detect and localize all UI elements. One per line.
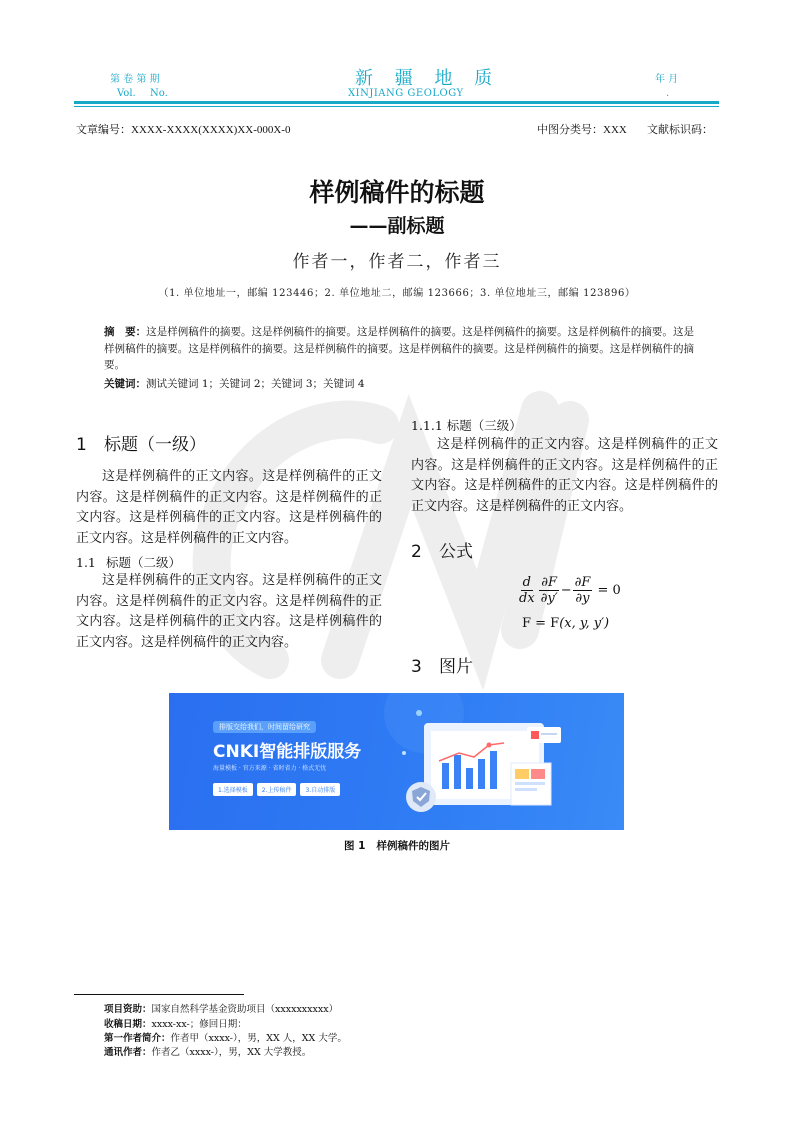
section-1-1-1-heading [411, 416, 522, 434]
section-1-1-1-title: 标题（三级） [446, 418, 522, 433]
frac-dF-dy: $\frac{\partial F}{\partial y}$ [574, 575, 591, 606]
abstract-text: 这是样例稿件的摘要。这是样例稿件的摘要。这是样例稿件的摘要。这是样例稿件的摘要。这是样例稿件的摘要。这是样例稿件的摘要。这是样例稿件的摘要。这是样例稿件的摘要。这是样例稿件的摘要。这是样例稿件的摘要。这是样例稿件的摘要。 [104, 326, 695, 371]
issue-en-no: No. [150, 88, 168, 99]
abstract-label: 摘 要： [104, 326, 147, 338]
issue-cn: 第 卷 第 期 [110, 74, 160, 85]
equation-1-rhs: = 0 [597, 583, 621, 598]
footnote-received [104, 1016, 247, 1030]
section-3-title: 图片 [439, 657, 473, 677]
document-code: 文献标识码： [647, 124, 713, 136]
banner-steps [213, 783, 340, 796]
keywords [104, 376, 694, 391]
equation-2 [522, 616, 609, 631]
section-1-1-number: 1.1 [76, 555, 96, 570]
banner-step-1: 1.选择模板 [213, 783, 253, 796]
banner-features: 海量模板 · 官方来源 · 省时省力 · 格式无忧 [213, 765, 327, 772]
frac-d-dx: $\frac{d}{dx}$ [519, 575, 535, 606]
equation-1: $\frac{d}{dx}$ $\frac{\partial F}{\partial y'}$ − $\frac{\partial F}{\partial y}$ = 0 [519, 575, 621, 606]
banner-step-2: 2.上传稿件 [257, 783, 297, 796]
footnote-rule [74, 994, 244, 995]
footnote-received-label: 收稿日期： [104, 1019, 152, 1030]
footnote-funding-label: 项目资助： [104, 1004, 152, 1015]
section-3-heading [411, 652, 473, 677]
footnote-first-author-text: 作者甲（xxxx-），男，XX 人，XX 大学。 [170, 1033, 347, 1044]
footnote-funding [104, 1001, 338, 1015]
figure-banner [169, 693, 624, 830]
banner-step-3: 3.自动排版 [300, 783, 340, 796]
footnote-funding-text: 国家自然科学基金资助项目（xxxxxxxxxx） [151, 1004, 339, 1015]
frac-dF-dy-prime: $\frac{\partial F}{\partial y'}$ [540, 575, 558, 606]
header-rule-thin [74, 106, 719, 107]
header-rule [74, 101, 719, 104]
footnote-first-author-label: 第一作者简介： [104, 1033, 171, 1044]
journal-title-cn: 新 疆 地 质 [355, 68, 501, 89]
footnote-first-author [104, 1030, 347, 1044]
section-1-1-paragraph: 这是样例稿件的正文内容。这是样例稿件的正文内容。这是样例稿件的正文内容。这是样例稿件的正文内容。这是样例稿件的正文内容。这是样例稿件的正文内容。这是样例稿件的正文内容。 [76, 573, 382, 650]
section-1-1-heading [76, 553, 181, 571]
abstract [104, 324, 694, 374]
date-en: . [666, 88, 670, 99]
figure-caption-number: 图 1 [344, 840, 366, 852]
section-2-number: 2 [411, 542, 422, 562]
author-list: 作者一，作者二，作者三 [292, 252, 502, 272]
section-1-number: 1 [76, 435, 87, 455]
clc-number: 中图分类号：XXX [537, 124, 627, 136]
figure-caption-text: 样例稿件的图片 [376, 840, 450, 852]
footnote-corresponding [104, 1044, 311, 1058]
banner-title: CNKI智能排版服务 [213, 742, 362, 762]
paper-subtitle: ——副标题 [349, 215, 445, 237]
banner-pill: 排版交给我们，时间留给研究 [213, 721, 316, 733]
section-1-paragraph: 这是样例稿件的正文内容。这是样例稿件的正文内容。这是样例稿件的正文内容。这是样例稿件的正文内容。这是样例稿件的正文内容。这是样例稿件的正文内容。这是样例稿件的正文内容。 [76, 469, 382, 546]
issue-en-vol: Vol. [117, 88, 136, 99]
section-1-1-title: 标题（二级） [106, 555, 182, 570]
keywords-text: 测试关键词 1；关键词 2；关键词 3；关键词 4 [146, 378, 365, 390]
date-cn: 年 月 [655, 74, 679, 85]
footnote-corresponding-text: 作者乙（xxxx-），男，XX 大学教授。 [151, 1047, 312, 1058]
affiliations: （1. 单位地址一，邮编 123446；2. 单位地址二，邮编 123666；3. 单位地址三，邮编 123896） [158, 288, 636, 299]
equation-2-lhs: F = F [522, 616, 560, 631]
figure-caption [0, 838, 794, 853]
section-1-1-1-paragraph: 这是样例稿件的正文内容。这是样例稿件的正文内容。这是样例稿件的正文内容。这是样例稿件的正文内容。这是样例稿件的正文内容。这是样例稿件的正文内容。这是样例稿件的正文内容。 [411, 437, 718, 514]
section-2-title: 公式 [439, 542, 473, 562]
section-2-heading [411, 537, 473, 562]
footnote-received-text: xxxx-xx-；修回日期： [151, 1019, 247, 1030]
keywords-label: 关键词： [104, 378, 146, 390]
footnote-corresponding-label: 通讯作者： [104, 1047, 152, 1058]
article-number: 文章编号：XXXX-XXXX(XXXX)XX-000X-0 [76, 124, 291, 136]
section-3-number: 3 [411, 657, 422, 677]
section-1-title: 标题（一级） [104, 435, 206, 455]
paper-title: 样例稿件的标题 [309, 178, 485, 207]
journal-title-en: XINJIANG GEOLOGY [348, 88, 464, 99]
section-1-heading [76, 430, 206, 455]
section-1-1-1-number: 1.1.1 [411, 418, 443, 433]
equation-2-args: (x, y, y′) [559, 616, 610, 631]
